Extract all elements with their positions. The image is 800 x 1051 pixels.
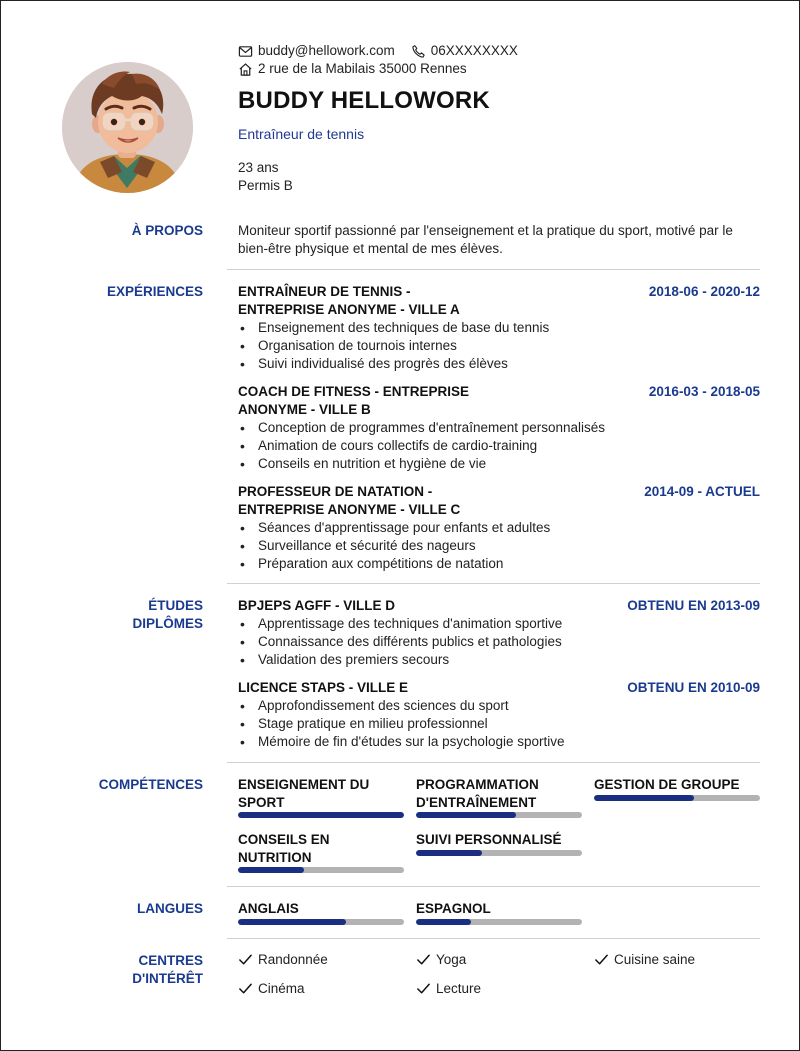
address-item (238, 60, 467, 78)
full-name: BUDDY HELLOWORK (238, 87, 490, 114)
phone-text: 06XXXXXXXX (430, 43, 518, 58)
experience-bullets (238, 319, 760, 373)
bullet-item: • Connaissance des différents publics et pathologies (238, 633, 760, 651)
bullet-item: • Approfondissement des sciences du sport (238, 697, 760, 715)
experience-bullets (238, 519, 760, 573)
interest-label: Cuisine saine (614, 952, 696, 967)
education-entry (238, 597, 760, 669)
skill-name (594, 776, 760, 794)
section-label-line: CENTRES (138, 953, 203, 968)
education-entry (238, 679, 760, 751)
bullet-item: • Apprentissage des techniques d'animation sportive (238, 615, 760, 633)
interest-item (238, 981, 305, 996)
education-title: LICENCE STAPS - VILLE E (238, 680, 409, 695)
experience-title (238, 483, 478, 519)
section-label-line: DIPLÔMES (132, 616, 203, 631)
interest-item (416, 952, 466, 967)
skill-name-line: CONSEILS EN (238, 832, 330, 847)
license-text: Permis B (238, 178, 293, 193)
divider (227, 938, 760, 939)
language-item (238, 900, 404, 925)
personal-info (238, 159, 293, 195)
envelope-icon (238, 44, 253, 59)
education-date: OBTENU EN 2013-09 (627, 598, 760, 613)
check-icon (238, 952, 253, 967)
interest-item (238, 952, 328, 967)
skill-item (238, 831, 404, 873)
skill-name-line: GESTION DE GROUPE (594, 777, 740, 792)
bullet-item: • Conseils en nutrition et hygiène de vie (238, 455, 760, 473)
education-title: BPJEPS AGFF - VILLE D (238, 598, 396, 613)
experience-title-line: ENTRAÎNEUR DE TENNIS - (238, 284, 411, 299)
check-icon (416, 952, 431, 967)
experience-date: 2018-06 - 2020-12 (648, 284, 760, 299)
interest-label: Lecture (436, 981, 482, 996)
education-bullets (238, 697, 760, 751)
interest-label: Yoga (436, 952, 467, 967)
language-level-fill (416, 919, 471, 925)
email-item[interactable] (238, 42, 395, 60)
language-name: ESPAGNOL (416, 901, 491, 916)
skill-name-line: SPORT (238, 794, 285, 810)
education-bullets (238, 615, 760, 669)
skill-name (238, 831, 404, 866)
interest-label: Cinéma (258, 981, 305, 996)
experience-entry (238, 283, 760, 373)
check-icon (416, 981, 431, 996)
skill-item (416, 776, 582, 818)
section-label-interests (132, 952, 203, 988)
experience-title-line: ANONYME - VILLE B (238, 402, 371, 417)
bullet-item: • Surveillance et sécurité des nageurs (238, 537, 760, 555)
divider (227, 886, 760, 887)
skill-level-bar (238, 867, 404, 873)
section-label-skills: COMPÉTENCES (98, 777, 203, 792)
house-icon (238, 62, 253, 77)
bullet-item: • Préparation aux compétitions de natation (238, 555, 760, 573)
experience-date: 2016-03 - 2018-05 (648, 384, 760, 399)
language-level-fill (238, 919, 346, 925)
language-name: ANGLAIS (238, 901, 299, 916)
experience-title-line: ENTREPRISE ANONYME - VILLE A (238, 302, 460, 317)
profile-avatar (62, 62, 193, 193)
skill-level-fill (416, 850, 482, 856)
language-level-bar (238, 919, 404, 925)
education-date: OBTENU EN 2010-09 (627, 680, 760, 695)
skill-name-line: PROGRAMMATION (416, 777, 539, 792)
contact-block (238, 42, 534, 78)
language-item (416, 900, 582, 925)
experience-title (238, 383, 478, 419)
skill-name-line: SUIVI PERSONNALISÉ (416, 832, 562, 847)
skill-level-fill (594, 795, 694, 801)
job-title: Entraîneur de tennis (238, 126, 365, 142)
experience-bullets (238, 419, 760, 473)
experience-date: 2014-09 - ACTUEL (644, 484, 760, 499)
bullet-item: • Mémoire de fin d'études sur la psychologie sportive (238, 733, 760, 751)
divider (227, 762, 760, 763)
bullet-item: • Séances d'apprentissage pour enfants et adultes (238, 519, 760, 537)
bullet-item: • Validation des premiers secours (238, 651, 760, 669)
check-icon (238, 981, 253, 996)
skill-name-line: D'ENTRAÎNEMENT (416, 794, 537, 810)
skill-item (594, 776, 760, 801)
experience-title-line: COACH DE FITNESS - ENTREPRISE (238, 384, 470, 399)
address-text: 2 rue de la Mabilais 35000 Rennes (258, 61, 467, 76)
experience-title (238, 283, 478, 319)
bullet-item: • Stage pratique en milieu professionnel (238, 715, 760, 733)
divider (227, 269, 760, 270)
skill-level-bar (416, 812, 582, 818)
experience-title-line: PROFESSEUR DE NATATION - (238, 484, 433, 499)
interest-label: Randonnée (258, 952, 328, 967)
skill-name (416, 776, 582, 811)
about-text: Moniteur sportif passionné par l'enseignement et la pratique du sport, motivé par le bien-être physique et mental de mes élèves. (238, 223, 733, 256)
experience-title-line: ENTREPRISE ANONYME - VILLE C (238, 502, 461, 517)
experience-entry (238, 483, 760, 573)
experience-entry (238, 383, 760, 473)
email-text: buddy@hellowork.com (258, 43, 395, 58)
bullet-item: • Organisation de tournois internes (238, 337, 760, 355)
section-label-line: D'INTÉRÊT (132, 971, 203, 986)
bullet-item: • Enseignement des techniques de base du tennis (238, 319, 760, 337)
skill-name (238, 776, 404, 811)
language-level-bar (416, 919, 582, 925)
skill-name-line: NUTRITION (238, 849, 312, 865)
interest-item (416, 981, 481, 996)
bullet-item: • Animation de cours collectifs de cardio-training (238, 437, 760, 455)
skill-name-line: ENSEIGNEMENT DU (238, 777, 370, 792)
section-label-line: ÉTUDES (148, 598, 203, 613)
section-label-experiences: EXPÉRIENCES (106, 284, 203, 299)
skill-level-bar (238, 812, 404, 818)
skill-item (238, 776, 404, 818)
skill-item (416, 831, 582, 856)
age-text: 23 ans (238, 160, 279, 175)
divider (227, 583, 760, 584)
skill-level-bar (594, 795, 760, 801)
section-label-education (132, 597, 203, 633)
phone-icon (411, 44, 426, 59)
check-icon (594, 952, 609, 967)
section-label-languages: LANGUES (136, 901, 203, 916)
section-label-about: À PROPOS (131, 223, 203, 238)
skill-level-fill (238, 812, 404, 818)
interest-item (594, 952, 695, 967)
bullet-item: • Conception de programmes d'entraînement personnalisés (238, 419, 760, 437)
skill-level-bar (416, 850, 582, 856)
skill-name (416, 831, 582, 849)
bullet-item: • Suivi individualisé des progrès des élèves (238, 355, 760, 373)
skill-level-fill (416, 812, 516, 818)
skill-level-fill (238, 867, 304, 873)
phone-item[interactable] (411, 42, 518, 60)
